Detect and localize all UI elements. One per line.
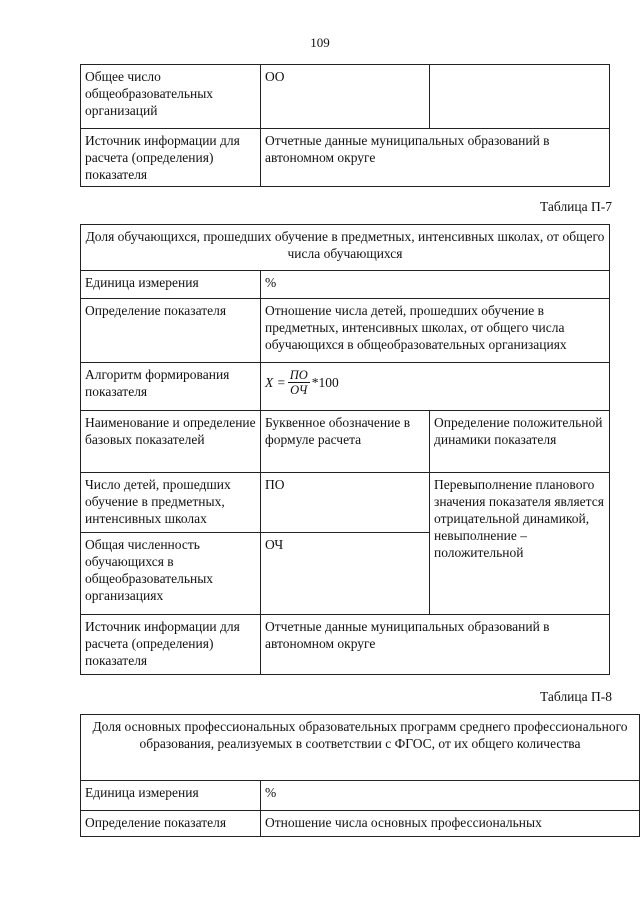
formula-fraction	[288, 368, 310, 397]
table-row	[81, 129, 610, 187]
source-value: Отчетные данные муниципальных образований в автономном округе	[261, 615, 610, 675]
unit-label: Единица измерения	[81, 271, 261, 299]
table-row	[81, 811, 640, 837]
table-row	[81, 271, 610, 299]
table-row	[81, 473, 610, 533]
base-header-dynamics: Определение положительной динамики показателя	[430, 411, 610, 473]
row-value: ОО	[261, 65, 430, 129]
base-row-symbol: ПО	[261, 473, 430, 533]
definition-value: Отношение числа основных профессиональных	[261, 811, 640, 837]
table-row	[81, 65, 610, 129]
table-row	[81, 225, 610, 271]
definition-value: Отношение числа детей, прошедших обучение в предметных, интенсивных школах, от общего числа обучающихся в общеобразовательных организациях	[261, 299, 610, 363]
table-row	[81, 781, 640, 811]
unit-label: Единица измерения	[81, 781, 261, 811]
table-row	[81, 615, 610, 675]
definition-label: Определение показателя	[81, 811, 261, 837]
table-row	[81, 299, 610, 363]
dynamics-text: Перевыполнение планового значения показателя является отрицательной динамикой, невыполнение – положительной	[430, 473, 610, 615]
definition-label: Определение показателя	[81, 299, 261, 363]
algorithm-label: Алгоритм формирования показателя	[81, 363, 261, 411]
formula-expression	[265, 368, 339, 397]
table-title: Доля основных профессиональных образовательных программ среднего профессионального образования, реализуемых в соответствии с ФГОС, от их общего количества	[81, 715, 640, 781]
formula-denominator: ОЧ	[290, 383, 308, 397]
table-p8	[80, 714, 640, 837]
formula-rest: *100	[311, 375, 339, 390]
base-row-name: Число детей, прошедших обучение в предметных, интенсивных школах	[81, 473, 261, 533]
formula-lhs: X =	[265, 375, 286, 390]
unit-value: %	[261, 781, 640, 811]
source-label: Источник информации для расчета (определения) показателя	[81, 615, 261, 675]
caption-p7: Таблица П-7	[540, 199, 612, 214]
table-row	[81, 411, 610, 473]
base-header-symbol: Буквенное обозначение в формуле расчета	[261, 411, 430, 473]
table-row	[81, 363, 610, 411]
table-p7	[80, 224, 610, 675]
source-value: Отчетные данные муниципальных образований в автономном округе	[261, 129, 610, 187]
row-extra	[430, 65, 610, 129]
formula	[261, 363, 610, 411]
base-row-name: Общая численность обучающихся в общеобразовательных организациях	[81, 533, 261, 615]
formula-numerator: ПО	[289, 368, 308, 382]
caption-p8: Таблица П-8	[540, 689, 612, 704]
table-row	[81, 715, 640, 781]
table-top	[80, 64, 610, 187]
base-header-name: Наименование и определение базовых показателей	[81, 411, 261, 473]
row-label: Общее число общеобразовательных организаций	[81, 65, 261, 129]
source-label: Источник информации для расчета (определения) показателя	[81, 129, 261, 187]
unit-value: %	[261, 271, 610, 299]
page-number: 109	[310, 35, 330, 50]
table-title: Доля обучающихся, прошедших обучение в предметных, интенсивных школах, от общего числа обучающихся	[81, 225, 610, 271]
base-row-symbol: ОЧ	[261, 533, 430, 615]
